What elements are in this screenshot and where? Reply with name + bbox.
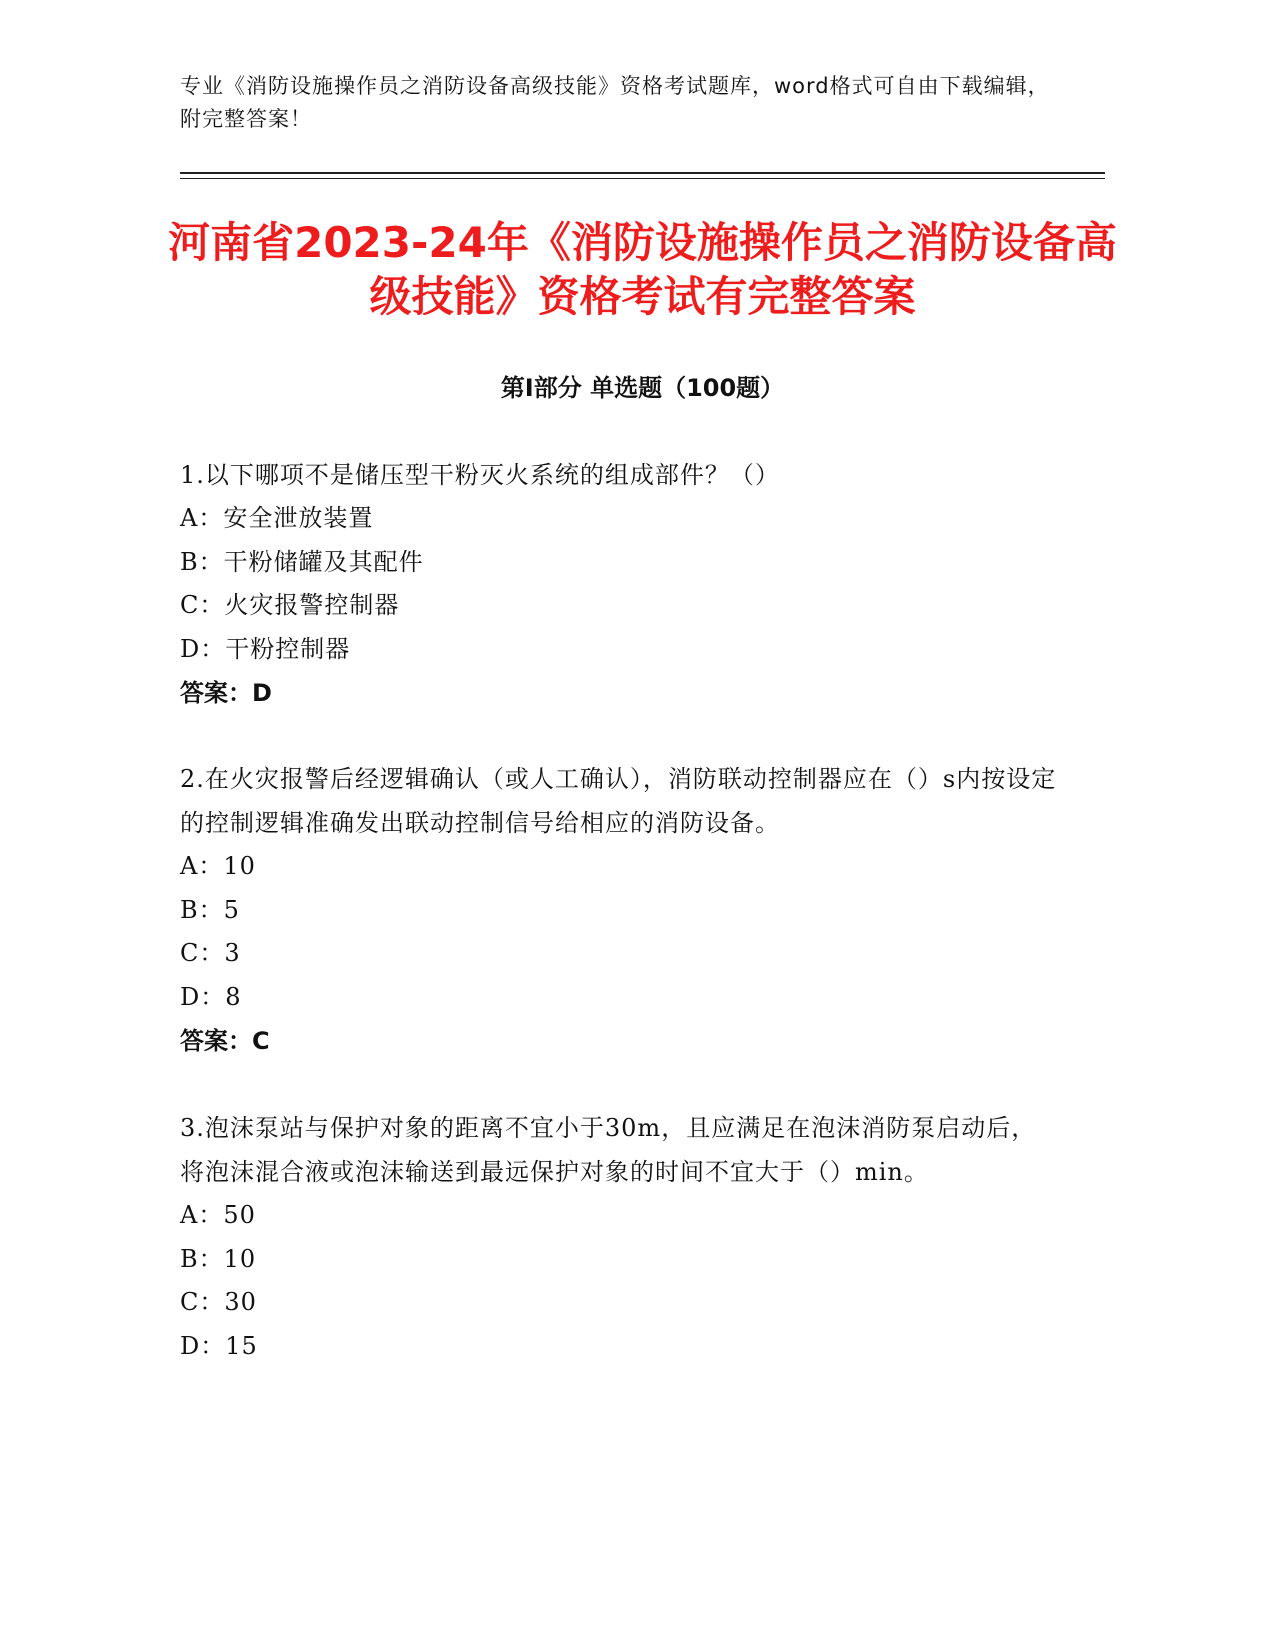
option-c: C：3 — [180, 939, 241, 967]
header-note: 专业《消防设施操作员之消防设备高级技能》资格考试题库，word格式可自由下载编辑，附完整答案！ — [180, 74, 1050, 131]
option-b: B：10 — [180, 1244, 257, 1273]
question-text: 3.泡沫泵站与保护对象的距离不宜小于30m，且应满足在泡沫消防泵启动后，将泡沫混合液或泡沫输送到最远保护对象的时间不宜大于（）min。 — [180, 1114, 1037, 1186]
option-a: A：50 — [180, 1201, 256, 1229]
section-title: 第Ⅰ部分 单选题（100题） — [500, 374, 785, 402]
document-title: 河南省2023-24年《消防设施操作员之消防设备高级技能》资格考试有完整答案 — [168, 218, 1117, 321]
answer: 答案：D — [180, 679, 272, 707]
question-text: 2.在火灾报警后经逻辑确认（或人工确认），消防联动控制器应在（）s内按设定的控制逻辑准确发出联动控制信号给相应的消防设备。 — [180, 765, 1057, 837]
question-text: 1.以下哪项不是储压型干粉灭火系统的组成部件？（） — [180, 461, 780, 489]
option-c: C：30 — [180, 1288, 257, 1316]
answer: 答案：C — [180, 1027, 270, 1055]
question-1 — [180, 453, 1060, 715]
option-d: D：8 — [180, 982, 242, 1011]
option-a: A：10 — [180, 852, 256, 880]
option-b: B：5 — [180, 895, 240, 924]
option-c: C：火灾报警控制器 — [180, 591, 400, 619]
option-a: A：安全泄放装置 — [180, 504, 374, 532]
option-b: B：干粉储罐及其配件 — [180, 547, 424, 576]
option-d: D：15 — [180, 1331, 258, 1360]
question-3 — [180, 1106, 1060, 1368]
header-divider-thin — [180, 178, 1105, 179]
option-d: D：干粉控制器 — [180, 634, 351, 663]
question-2 — [180, 757, 1060, 1063]
header-divider-thick — [180, 172, 1105, 174]
